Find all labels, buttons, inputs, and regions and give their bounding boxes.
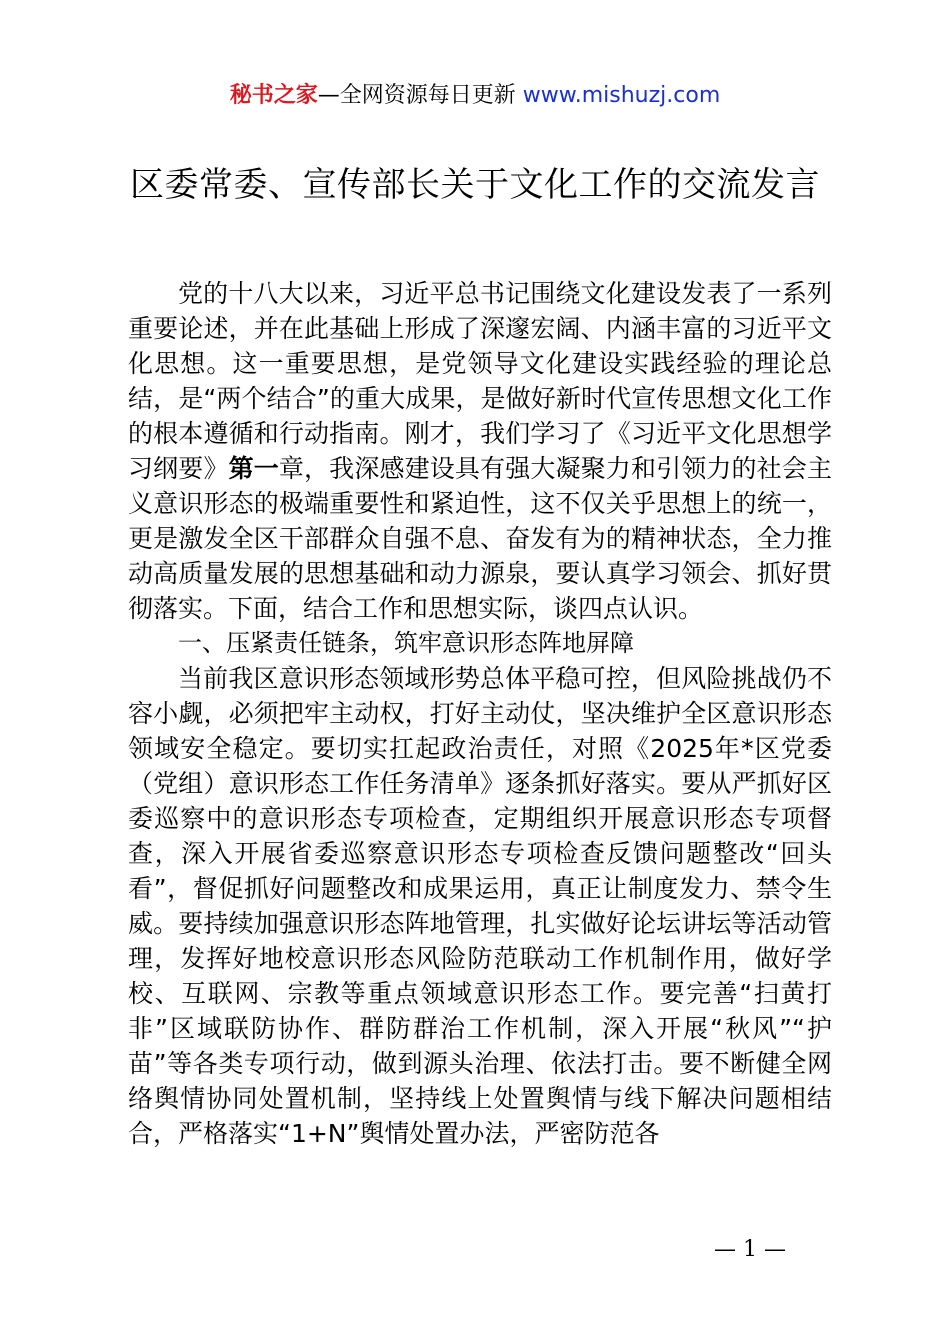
section-heading: 一、压紧责任链条，筑牢意识形态阵地屏障 xyxy=(178,629,634,657)
section-paragraph: 当前我区意识形态领域形势总体平稳可控，但风险挑战仍不容小觑，必须把牢主动权，打好主动仗，坚决维护全区意识形态领域安全稳定。要切实扛起政治责任，对照《2025年*区党委（党组）意识形态工作任务清单》逐条抓好落实。要从严抓好区委巡察中的意识形态专项检查，定期组织开展意识形态专项督查，深入开展省委巡察意识形态专项检查反馈问题整改“回头看”，督促抓好问题整改和成果运用，真正让制度发力、禁令生威。要持续加强意识形态阵地管理，扎实做好论坛讲坛等活动管理，发挥好地校意识形态风险防范联动工作机制作用，做好学校、互联网、宗教等重点领域意识形态工作。要完善“扫黄打非”区域联防协作、群防群治工作机制，深入开展“秋风”“护苗”等各类专项行动，做到源头治理、依法打击。要不断健全网络舆情协同处置机制，坚持线上处置舆情与线下解决问题相结合，严格落实“1+N”舆情处置办法，严密防范各 xyxy=(128,664,832,1148)
header-tagline: —全网资源每日更新 xyxy=(317,83,516,108)
brand-name: 秘书之家 xyxy=(229,83,318,108)
intro-paragraph xyxy=(128,276,832,626)
intro-bold-text: 第一 xyxy=(228,454,279,483)
site-header xyxy=(0,80,950,112)
site-url-link[interactable]: www.mishuzj.com xyxy=(522,83,721,108)
intro-text-part2: 章，我深感建设具有强大凝聚力和引领力的社会主义意识形态的极端重要性和紧迫性，这不仅关乎思想上的统一，更是激发全区干部群众自强不息、奋发有为的精神状态，全力推动高质量发展的思想基础和动力源泉，要认真学习领会、抓好贯彻落实。下面，结合工作和思想实际，谈四点认识。 xyxy=(128,454,832,623)
page-number: — 1 — xyxy=(714,1237,786,1262)
intro-text-part1: 党的十八大以来，习近平总书记围绕文化建设发表了一系列重要论述，并在此基础上形成了深邃宏阔、内涵丰富的习近平文化思想。这一重要思想，是党领导文化建设实践经验的理论总结，是“两个结合”的重大成果，是做好新时代宣传思想文化工作的根本遵循和行动指南。刚才，我们学习了《习近平文化思想学习纲要》 xyxy=(128,279,832,483)
document-title: 区委常委、宣传部长关于文化工作的交流发言 xyxy=(130,165,820,205)
document-body xyxy=(128,276,832,1151)
